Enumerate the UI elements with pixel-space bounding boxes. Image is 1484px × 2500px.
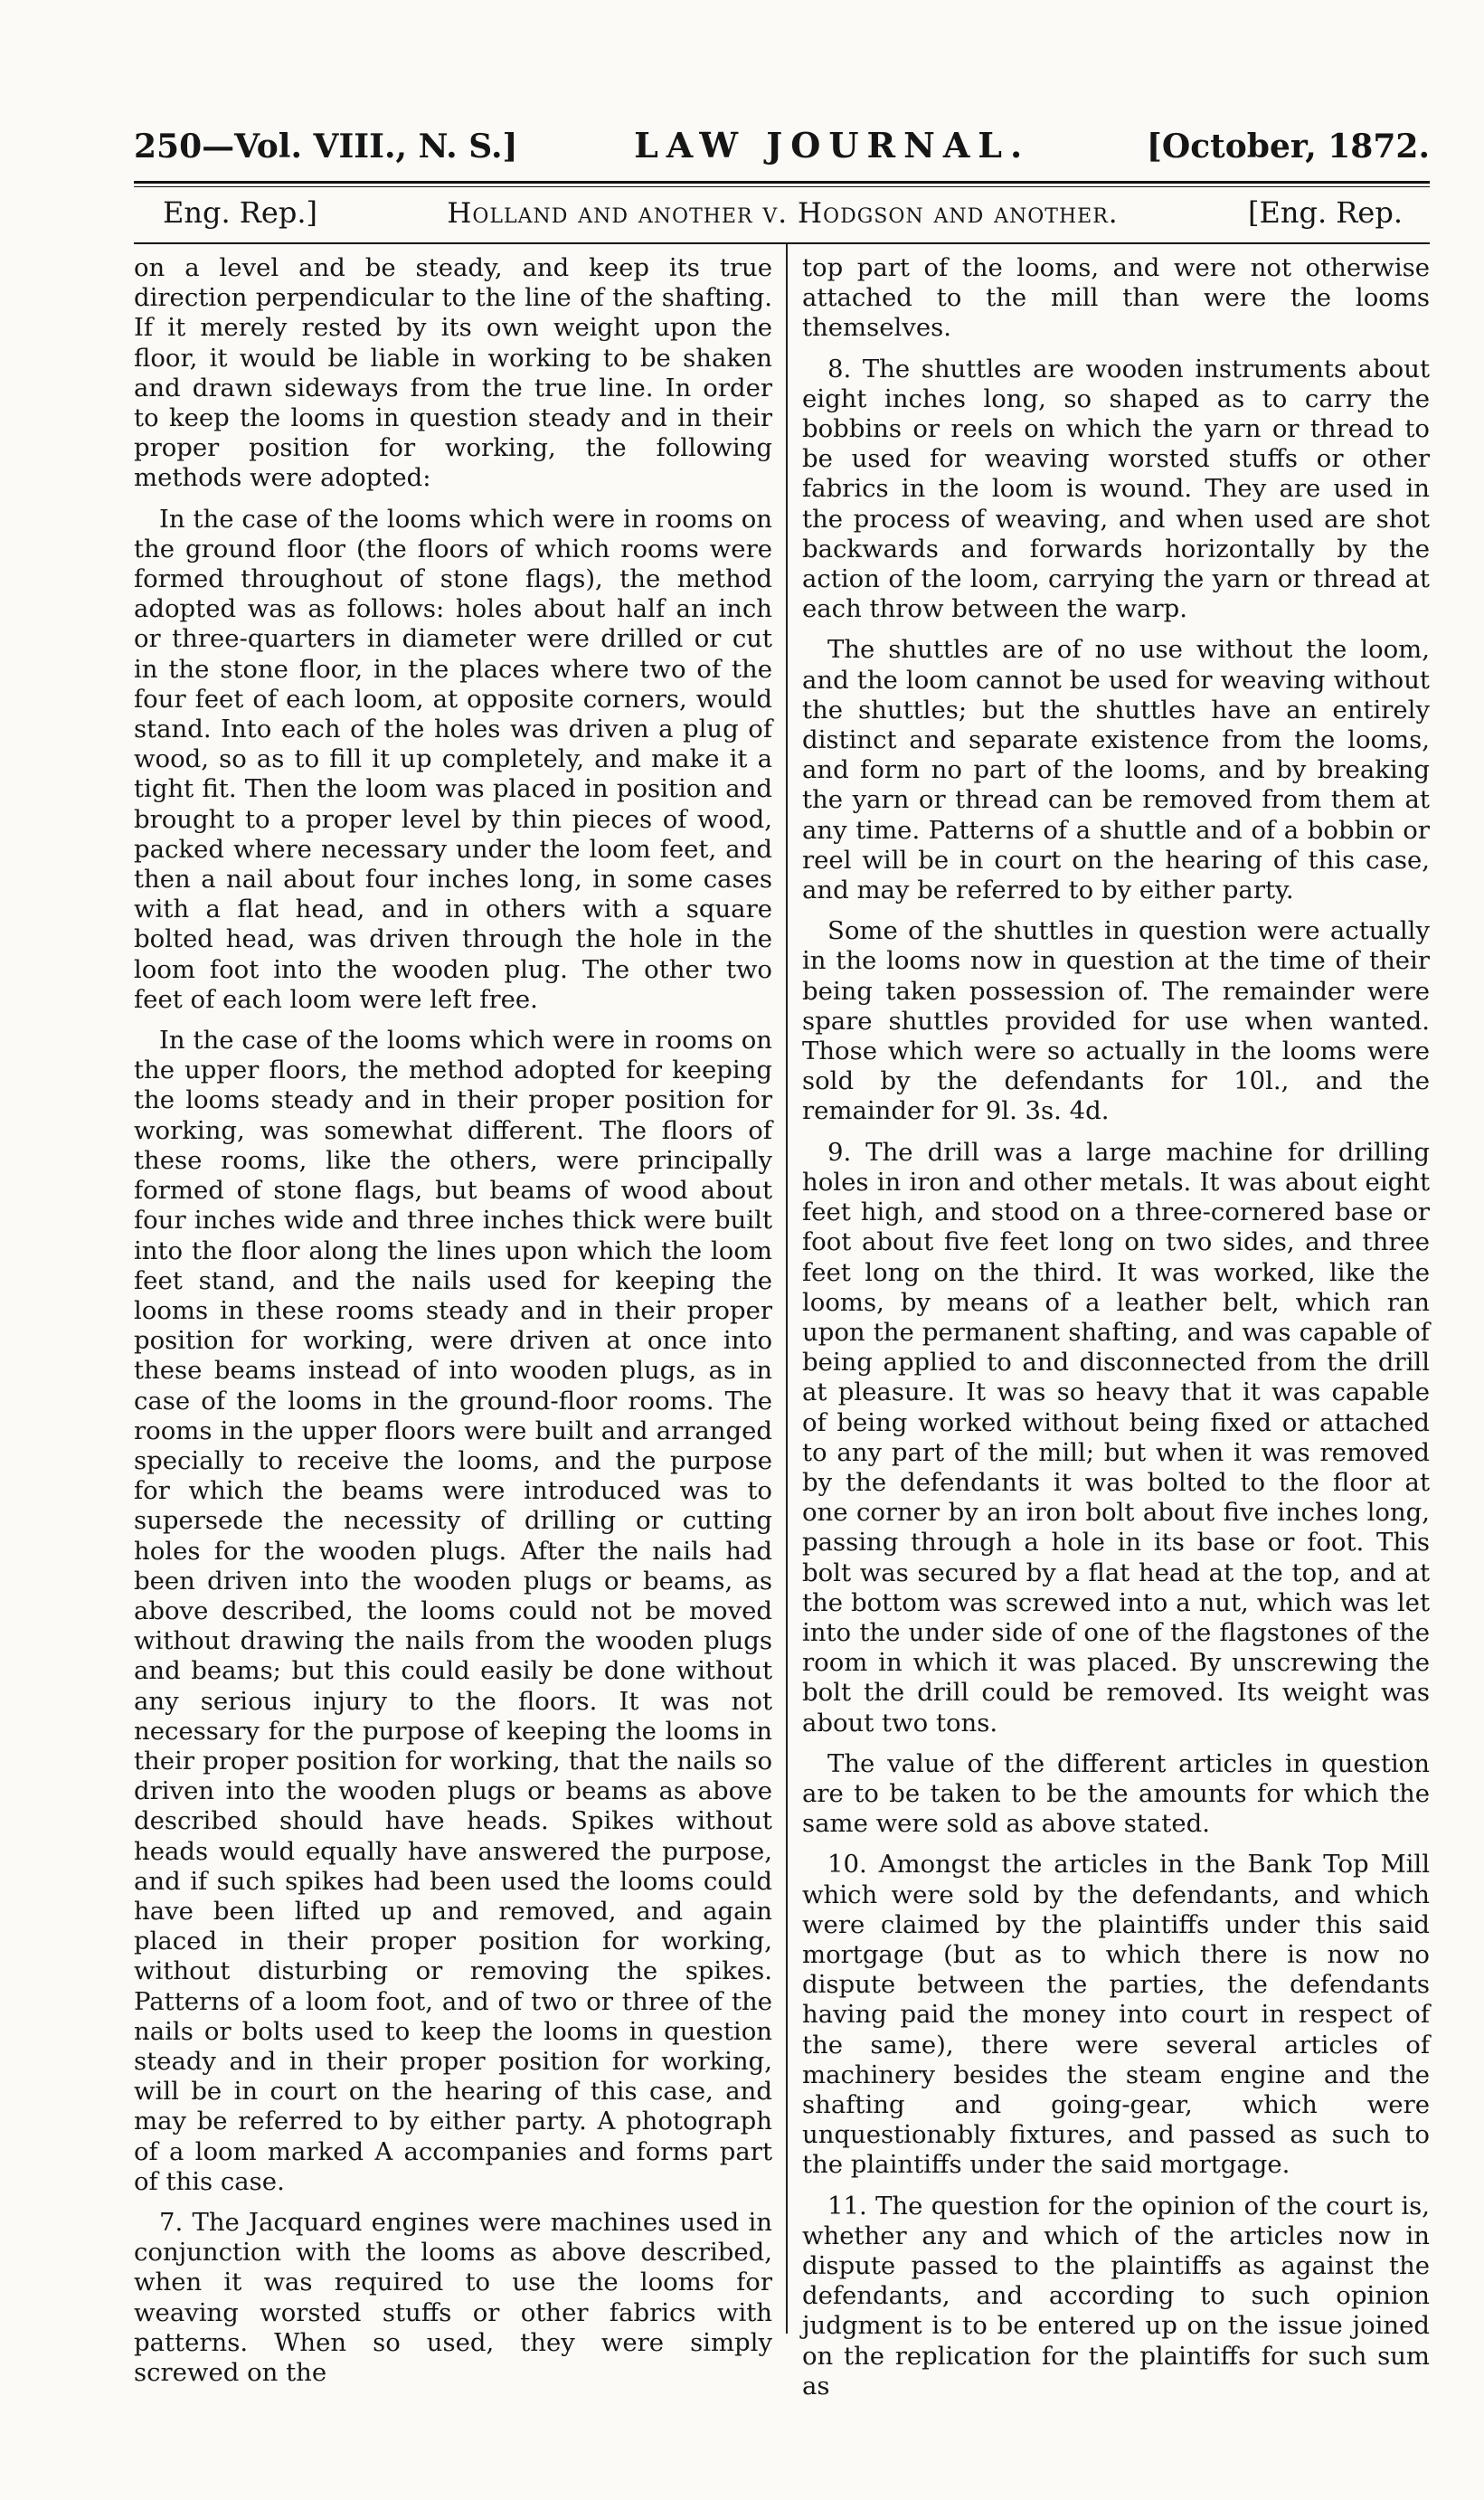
page-header: [134, 125, 1430, 179]
header-rule-thick: [134, 181, 1430, 184]
header-rule-thin: [134, 186, 1430, 187]
running-head-rule: [134, 242, 1430, 244]
paragraph: In the case of the looms which were in rooms on the ground floor (the floors of which rooms were formed throughout of stone flags), the method adopted was as follows: holes about half an inch or three-quarters in diameter were drilled or cut in the stone floor, in the places where two of the four feet of each loom, at opposite corners, would stand. Into each of the holes was driven a plug of wood, so as to fill it up completely, and make it a tight fit. Then the loom was placed in position and brought to a proper level by thin pieces of wood, packed where necessary under the loom feet, and then a nail about four inches long, in some cases with a flat head, and in others with a square bolted head, was driven through the hole in the loom foot into the wooden plug. The other two feet of each loom were left free.: [134, 504, 772, 1014]
issue-date: [October, 1872.: [1146, 128, 1430, 166]
paragraph: Some of the shuttles in question were actually in the looms now in question at the time of their being taken possession of. The remainder were spare shuttles provided for use when wanted. Those which were so actually in the looms were sold by the defendants for 10l., and the remainder for 9l. 3s. 4d.: [802, 916, 1430, 1126]
section-label-right: [Eng. Rep.: [1248, 195, 1403, 230]
journal-title: LAW JOURNAL.: [634, 125, 1031, 166]
paragraph: on a level and be steady, and keep its true direction perpendicular to the line of the shafting. If it merely rested by its own weight upon the floor, it would be liable in working to be shaken and drawn sideways from the true line. In order to keep the looms in question steady and in their proper position for working, the following methods were adopted:: [134, 253, 772, 493]
running-head: [163, 195, 1403, 241]
case-title: Holland and another v. Hodgson and another.: [447, 197, 1119, 230]
paragraph: In the case of the looms which were in rooms on the upper floors, the method adopted for keeping the looms steady and in their proper position for working, was somewhat different. The floors of these rooms, like the others, were principally formed of stone flags, but beams of wood about four inches wide and three inches thick were built into the floor along the lines upon which the loom feet stand, and the nails used for keeping the looms in these rooms steady and in their proper position for working, were driven at once into these beams instead of into wooden plugs, as in case of the looms in the ground-floor rooms. The rooms in the upper floors were built and arranged specially to receive the looms, and the purpose for which the beams were introduced was to supersede the necessity of drilling or cutting holes for the wooden plugs. After the nails had been driven into the wooden plugs or beams, as above described, the looms could not be moved without drawing the nails from the wooden plugs and beams; but this could easily be done without any serious injury to the floors. It was not necessary for the purpose of keeping the looms in their proper position for working, that the nails so driven into the wooden plugs or beams as above described should have heads. Spikes without heads would equally have answered the purpose, and if such spikes had been used the looms could have been lifted up and removed, and again placed in their proper position for working, without disturbing or removing the spikes. Patterns of a loom foot, and of two or three of the nails or bolts used to keep the looms in question steady and in their proper position for working, will be in court on the hearing of this case, and may be referred to by either party. A photograph of a loom marked A accompanies and forms part of this case.: [134, 1026, 772, 2196]
paragraph: 11. The question for the opinion of the court is, whether any and which of the articles now in dispute passed to the plaintiffs as against the defendants, and according to such opinion judgment is to be entered up on the issue joined on the replication for the plaintiffs for such sum as: [802, 2191, 1430, 2401]
paragraph: 10. Amongst the articles in the Bank Top Mill which were sold by the defendants, and which were claimed by the plaintiffs under this said mortgage (but as to which there is now no dispute between the parties, the defendants having paid the money into court in respect of the same), there were several articles of machinery besides the steam engine and the shafting and going-gear, which were unquestionably fixtures, and passed as such to the plaintiffs under the said mortgage.: [802, 1850, 1430, 2180]
page-number-volume: 250—Vol. VIII., N. S.]: [134, 128, 518, 166]
paragraph: The value of the different articles in question are to be taken to be the amounts for which the same were sold as above stated.: [802, 1748, 1430, 1839]
section-label-left: Eng. Rep.]: [163, 195, 317, 230]
paragraph: top part of the looms, and were not otherwise attached to the mill than were the looms themselves.: [802, 253, 1430, 343]
paragraph: The shuttles are of no use without the loom, and the loom cannot be used for weaving without the shuttles; but the shuttles have an entirely distinct and separate existence from the looms, and form no part of the looms, and by breaking the yarn or thread can be removed from them at any time. Patterns of a shuttle and of a bobbin or reel will be in court on the hearing of this case, and may be referred to by either party.: [802, 635, 1430, 905]
right-column: [802, 253, 1430, 2401]
paragraph: 9. The drill was a large machine for drilling holes in iron and other metals. It was about eight feet high, and stood on a three-cornered base or foot about five feet long on two sides, and three feet long on the third. It was worked, like the looms, by means of a leather belt, which ran upon the permanent shafting, and was capable of being applied to and disconnected from the drill at pleasure. It was so heavy that it was capable of being worked without being fixed or attached to any part of the mill; but when it was removed by the defendants it was bolted to the floor at one corner by an iron bolt about five inches long, passing through a hole in its base or foot. This bolt was secured by a flat head at the top, and at the bottom was screwed into a nut, which was let into the under side of one of the flagstones of the room in which it was placed. By unscrewing the bolt the drill could be removed. Its weight was about two tons.: [802, 1137, 1430, 1738]
paragraph: 7. The Jacquard engines were machines used in conjunction with the looms as above described, when it was required to use the looms for weaving worsted stuffs or other fabrics with patterns. When so used, they were simply screwed on the: [134, 2208, 772, 2388]
column-divider: [786, 244, 788, 2334]
paragraph: 8. The shuttles are wooden instruments about eight inches long, so shaped as to carry the bobbins or reels on which the yarn or thread to be used for weaving worsted stuffs or other fabrics in the loom is wound. They are used in the process of weaving, and when used are shot backwards and forwards horizontally by the action of the loom, carrying the yarn or thread at each throw between the warp.: [802, 354, 1430, 624]
left-column: [134, 253, 772, 2388]
